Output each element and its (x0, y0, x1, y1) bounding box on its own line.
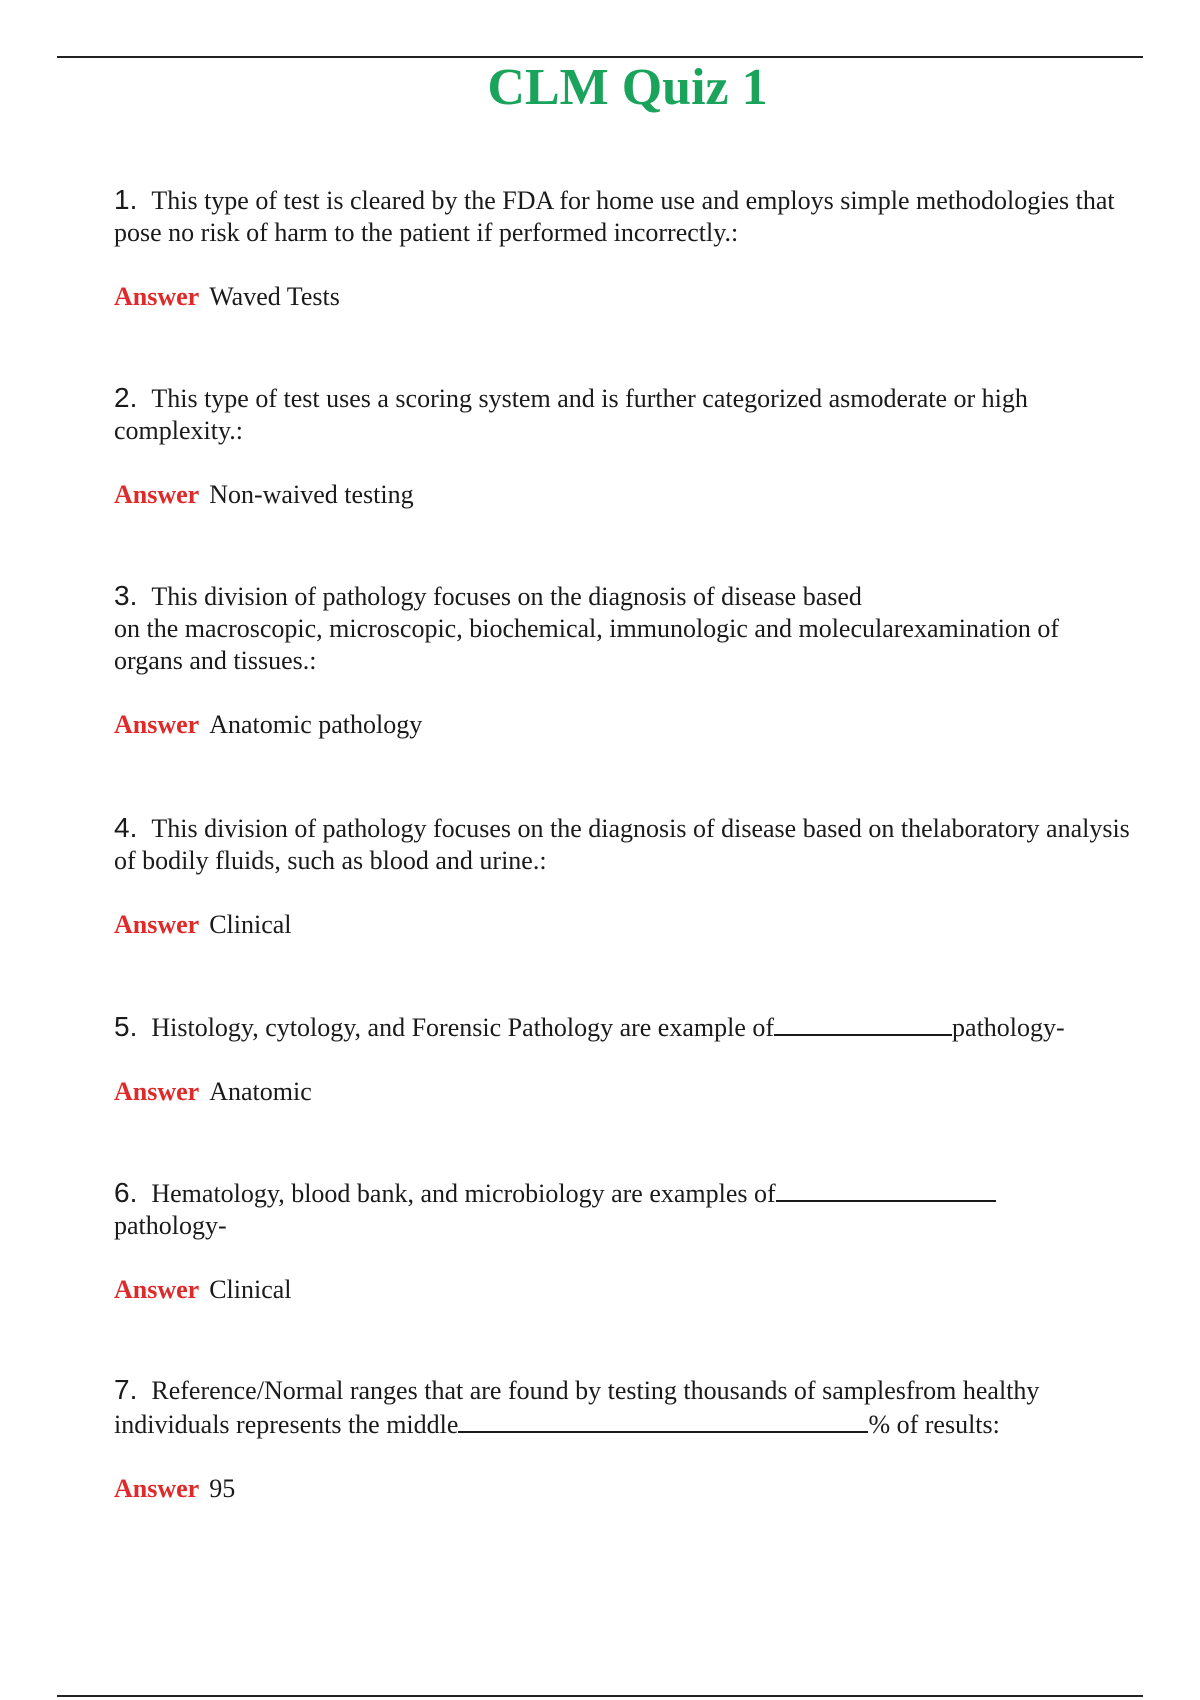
question-body: This type of test is cleared by the FDA for home use and employs simple methodologies that pose no risk of harm to the patient if performed incorrectly.: (114, 186, 1115, 247)
question-number: 4. (114, 812, 138, 843)
question-body-line2: on the macroscopic, microscopic, biochemical, immunologic and molecularexamination of organs and tissues.: (114, 614, 1060, 675)
question-body-after: pathology- (114, 1211, 227, 1240)
answer-value: Waved Tests (209, 282, 340, 311)
question-number: 1. (114, 184, 138, 215)
answer-line (114, 709, 1134, 741)
answer-label: Answer (114, 1077, 200, 1106)
question-number: 7. (114, 1374, 138, 1405)
question-body: Histology, cytology, and Forensic Pathology are example of (151, 1013, 775, 1042)
answer-label: Answer (114, 710, 200, 739)
question-text (114, 184, 1134, 249)
answer-label: Answer (114, 1275, 200, 1304)
question-number: 6. (114, 1177, 138, 1208)
fill-in-blank (774, 1010, 952, 1036)
answer-line (114, 1076, 1134, 1108)
answer-line (114, 1274, 1134, 1306)
answer-line (114, 479, 1134, 511)
answer-value: Anatomic (209, 1077, 312, 1106)
question-block-1 (114, 184, 1134, 313)
question-number: 3. (114, 580, 138, 611)
question-block-4 (114, 812, 1134, 941)
question-text (114, 382, 1134, 447)
question-block-6 (114, 1176, 1134, 1306)
answer-line (114, 909, 1134, 941)
answer-value: Clinical (209, 910, 292, 939)
answer-value: Anatomic pathology (209, 710, 423, 739)
answer-line (114, 281, 1134, 313)
question-body-line1: This division of pathology focuses on the diagnosis of disease based (151, 582, 862, 611)
page-title: CLM Quiz 1 (487, 59, 768, 116)
question-text (114, 1010, 1134, 1044)
answer-value: Clinical (209, 1275, 292, 1304)
question-block-3 (114, 580, 1134, 741)
question-body-after: % of results: (868, 1410, 1000, 1439)
answer-label: Answer (114, 282, 200, 311)
question-text (114, 1176, 1134, 1242)
bottom-rule (57, 1695, 1143, 1697)
answer-label: Answer (114, 1474, 200, 1503)
question-body-after: pathology- (952, 1013, 1065, 1042)
question-number: 5. (114, 1011, 138, 1042)
question-body: This division of pathology focuses on the diagnosis of disease based on thelaboratory analysis of bodily fluids, such as blood and urine.: (114, 814, 1130, 875)
answer-label: Answer (114, 480, 200, 509)
question-text (114, 1374, 1134, 1441)
question-block-5 (114, 1010, 1134, 1108)
question-block-7 (114, 1374, 1134, 1505)
fill-in-blank (776, 1176, 996, 1202)
question-body: This type of test uses a scoring system and is further categorized asmoderate or high complexity.: (114, 384, 1028, 445)
answer-line (114, 1473, 1134, 1505)
question-text (114, 812, 1134, 877)
question-block-2 (114, 382, 1134, 511)
fill-in-blank (458, 1407, 868, 1433)
answer-label: Answer (114, 910, 200, 939)
question-body: Hematology, blood bank, and microbiology are examples of (151, 1179, 776, 1208)
question-body: Reference/Normal ranges that are found by testing thousands of samplesfrom healthy individuals represents the middle (114, 1376, 1040, 1439)
question-text (114, 580, 1134, 677)
answer-value: 95 (209, 1474, 236, 1503)
answer-value: Non-waived testing (209, 480, 414, 509)
question-number: 2. (114, 382, 138, 413)
